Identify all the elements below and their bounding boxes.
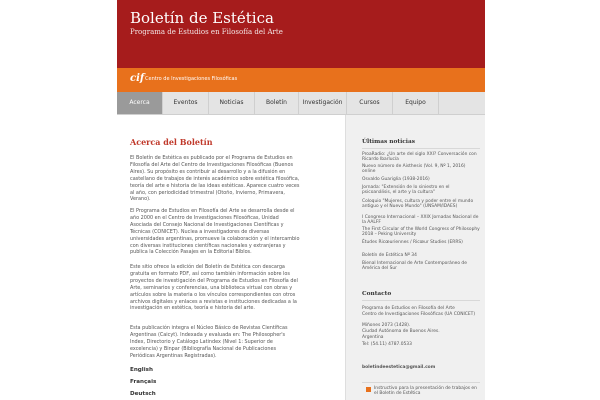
brand-bar [117, 68, 485, 92]
tab-boletin[interactable]: Boletín [255, 92, 299, 114]
tab-equipo[interactable]: Equipo [393, 92, 439, 114]
contact-line: Programa de Estudios en Filosofía del Arte [362, 306, 455, 311]
tab-cursos[interactable]: Cursos [347, 92, 393, 114]
contact-line: Miñones 2073 (1428). [362, 323, 411, 328]
tab-noticias[interactable]: Noticias [209, 92, 255, 114]
cif-logo[interactable]: cif [130, 73, 145, 84]
main-nav [117, 92, 485, 115]
paragraph: El Programa de Estudios en Filosofía del Arte se desarrolla desde el año 2000 en el Centro de Investigaciones Filosóficas, Unidad Asociada del Consejo Nacional de Investigaciones Científicas y Técnicas (CONICET). Nuclea a investigadores de diversas universidades argentinas, promueve la colaboración y el intercambio con diversas instituciones científicas nacionales y extranjeras y publica la Colección Pasajes en la Editorial Biblos. [130, 208, 300, 256]
contact-line: Centro de Investigaciones Filosóficas (UA CONICET) [362, 312, 476, 317]
contact-heading: Contacto [362, 291, 392, 297]
page-title: Acerca del Boletín [130, 137, 213, 147]
divider [362, 148, 480, 149]
tab-eventos[interactable]: Eventos [163, 92, 209, 114]
notice-item[interactable] [362, 382, 480, 399]
news-link[interactable]: The First Circular of the World Congress of Philosophy 2018 – Peking University [362, 227, 480, 238]
news-link[interactable]: ProaRadio: ¿Un arte del siglo XXI? Conversación con Ricardo Ibarlucía [362, 152, 477, 163]
main-content [117, 115, 345, 400]
site-subtitle: Programa de Estudios en Filosofía del Arte [130, 28, 283, 36]
notice-link[interactable]: Instructivo para la presentación de trabajos en el Boletín de Estética [374, 386, 477, 397]
paragraph: Esta publicación integra el Núcleo Básico de Revistas Científicas Argentinas (Caicyt). Indexada y evaluada en: The Philosopher's Index, Directorio y Catálogo Latindex (Nivel 1: Superior de excelencia) y Binpar (Bibliografía Nacional de Publicaciones Periódicas Argentinas Registradas). [130, 325, 288, 359]
news-link[interactable]: Jornada: "Extensión de lo siniestro en el psicoanálisis, el arte y la cultura" [362, 185, 450, 196]
paragraph: Este sitio ofrece la edición del Boletín de Estética con descarga gratuita en formato PDF, así como también información sobre los proyectos de investigación del Programa de Estudios en Filosofía del Arte, seminarios y conferencias, una biblioteca virtual con obras y artículos sobre la materia o los vínculos correspondientes con otros archivos digitales y enlaces a revistas e instituciones dedicadas a la investigación en estética, teoría e historia del arte. [130, 264, 298, 312]
news-link[interactable]: Boletín de Estética Nº 34 [362, 253, 417, 258]
cif-name[interactable]: Centro de Investigaciones Filosóficas [145, 76, 238, 82]
news-link[interactable]: Nuevo número de Aisthesis (Vol. 9, Nº 1, 2016) online [362, 164, 466, 175]
tab-acerca[interactable]: Acerca [117, 92, 163, 114]
language-link-english[interactable]: English [130, 367, 153, 373]
divider [362, 300, 480, 301]
contact-line: Ciudad Autónoma de Buenos Aires. [362, 329, 440, 334]
language-link-french[interactable]: Français [130, 379, 157, 385]
news-heading: Últimas noticias [362, 139, 416, 145]
tab-investigacion[interactable]: Investigación [299, 92, 347, 114]
contact-line: Argentina [362, 335, 384, 340]
contact-line: Tel: (54.11) 4787.0533 [362, 342, 412, 347]
language-link-german[interactable]: Deutsch [130, 391, 156, 397]
news-link[interactable]: Coloquio "Mujeres, cultura y poder entre el mundo antiguo y el Nuevo Mundo" (UNSAM/IDAES) [362, 199, 474, 210]
bullet-icon [366, 387, 371, 392]
sidebar [345, 115, 485, 400]
paragraph: El Boletín de Estética es publicado por el Programa de Estudios en Filosofía del Arte del Centro de Investigaciones Filosóficas (Buenos Aires). Su propósito es contribuir al desarrollo y a la difusión en castellano de trabajos de interés académico sobre estética filosófica, teoría del arte e historia de las ideas estéticas. Aparece cuatro veces al año, con periodicidad trimestral (Otoño, Invierno, Primavera, Verano). [130, 155, 300, 203]
news-link[interactable]: Bienal Internacional de Arte Contemporáneo de América del Sur [362, 261, 467, 272]
news-link[interactable]: Études Ricœuriennes / Ricœur Studies (ERRS) [362, 240, 463, 245]
news-link[interactable]: I Congreso Internacional – XXIX Jornadas Nacional de la AALFF [362, 215, 479, 226]
site-header [117, 0, 485, 68]
contact-email[interactable]: boletindeestetica@gmail.com [362, 365, 436, 370]
news-link[interactable]: Osvaldo Guariglia (1938-2016) [362, 177, 430, 182]
site-title[interactable]: Boletín de Estética [130, 9, 274, 27]
